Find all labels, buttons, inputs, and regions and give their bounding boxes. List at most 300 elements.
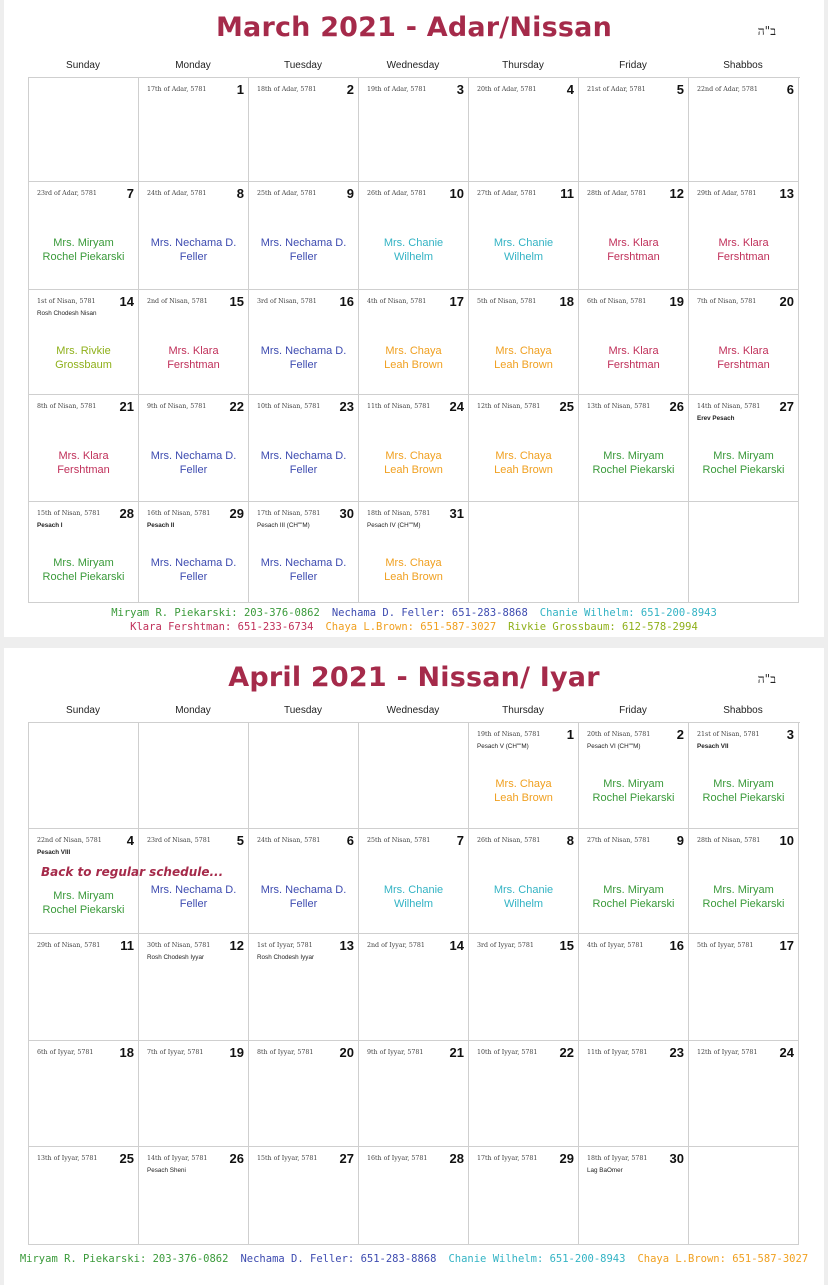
day-number: 24 — [449, 399, 464, 414]
day-cell — [358, 290, 468, 395]
assigned-host — [579, 236, 688, 264]
day-cell — [28, 290, 138, 395]
day-number: 4 — [126, 833, 134, 848]
hebrew-date: 6th of Nisan, 5781 — [587, 298, 647, 305]
week-row — [28, 182, 800, 290]
day-number: 3 — [786, 727, 794, 742]
day-cell — [468, 182, 578, 290]
holiday-note: Pesach V (CH""M) — [477, 743, 529, 750]
hebrew-date: 15th of Iyyar, 5781 — [257, 1155, 318, 1162]
hebrew-date: 16th of Nisan, 5781 — [147, 510, 211, 517]
week-row — [28, 934, 800, 1041]
hebrew-date: 16th of Iyyar, 5781 — [367, 1155, 428, 1162]
weekday-label: Sunday — [66, 60, 100, 71]
hebrew-date: 3rd of Nisan, 5781 — [257, 298, 317, 305]
day-number: 2 — [346, 82, 354, 97]
assigned-host — [469, 883, 578, 911]
hebrew-date: 20th of Nisan, 5781 — [587, 731, 651, 738]
host-name-line: Mrs. Chaya — [495, 778, 552, 790]
host-name-line: Rochel Piekarski — [42, 251, 125, 263]
day-cell — [138, 1147, 248, 1245]
host-name-line: Rochel Piekarski — [702, 898, 785, 910]
hebrew-date: 10th of Nisan, 5781 — [257, 403, 321, 410]
contact-entry: Nechama D. Feller: 651-283-8868 — [331, 607, 528, 619]
day-number: 25 — [559, 399, 574, 414]
contact-entry: Nechama D. Feller: 651-283-8868 — [240, 1253, 437, 1265]
week-row — [28, 1147, 800, 1245]
hebrew-date: 26th of Nisan, 5781 — [477, 837, 541, 844]
host-name-line: Rochel Piekarski — [702, 464, 785, 476]
hebrew-date: 25th of Adar, 5781 — [257, 190, 317, 197]
hebrew-date: 27th of Nisan, 5781 — [587, 837, 651, 844]
day-number: 17 — [779, 938, 794, 953]
week-row — [28, 78, 800, 182]
day-number: 28 — [449, 1151, 464, 1166]
day-number: 27 — [779, 399, 794, 414]
march-calendar-page — [4, 0, 824, 637]
host-name-line: Fershtman — [167, 359, 220, 371]
assigned-host — [579, 344, 688, 372]
host-name-line: Leah Brown — [494, 792, 553, 804]
april-calendar-page — [4, 648, 824, 1285]
contact-entry: Chanie Wilhelm: 651-200-8943 — [539, 607, 717, 619]
day-cell — [248, 502, 358, 603]
hebrew-date: 22nd of Adar, 5781 — [697, 86, 758, 93]
host-name-line: Feller — [179, 571, 208, 583]
day-cell — [578, 934, 688, 1041]
day-number: 9 — [346, 186, 354, 201]
hebrew-date: 17th of Iyyar, 5781 — [477, 1155, 538, 1162]
day-number: 5 — [236, 833, 244, 848]
host-name-line: Mrs. Klara — [608, 237, 659, 249]
holiday-note: Rosh Chodesh Nisan — [37, 310, 97, 317]
day-cell — [138, 290, 248, 395]
hebrew-date: 6th of Iyyar, 5781 — [37, 1049, 94, 1056]
weekday-label: Monday — [175, 60, 211, 71]
hebrew-date: 18th of Nisan, 5781 — [367, 510, 431, 517]
hebrew-date: 14th of Nisan, 5781 — [697, 403, 761, 410]
day-number: 29 — [229, 506, 244, 521]
assigned-host — [359, 883, 468, 911]
day-number: 9 — [676, 833, 684, 848]
host-name-line: Leah Brown — [384, 359, 443, 371]
host-name-line: Feller — [289, 359, 318, 371]
assigned-host — [139, 556, 248, 584]
host-name-line: Mrs. Nechama D. — [150, 557, 237, 569]
weekday-label: Monday — [175, 705, 211, 716]
day-cell — [358, 934, 468, 1041]
day-cell — [28, 934, 138, 1041]
assigned-host — [359, 449, 468, 477]
calendar-grid — [28, 60, 800, 603]
host-name-line: Fershtman — [607, 251, 660, 263]
day-cell — [138, 1041, 248, 1147]
holiday-note: Pesach II — [147, 522, 175, 529]
empty-day-cell — [138, 723, 248, 829]
day-cell — [468, 723, 578, 829]
day-number: 6 — [786, 82, 794, 97]
empty-day-cell — [248, 723, 358, 829]
assigned-host — [689, 883, 798, 911]
hebrew-date: 28th of Nisan, 5781 — [697, 837, 761, 844]
assigned-host — [579, 777, 688, 805]
host-name-line: Rochel Piekarski — [592, 464, 675, 476]
contact-entry: Chaya L.Brown: 651-587-3027 — [325, 621, 497, 633]
day-cell — [248, 1147, 358, 1245]
day-cell — [578, 1147, 688, 1245]
contact-line — [4, 1252, 824, 1266]
host-name-line: Mrs. Nechama D. — [150, 237, 237, 249]
weekday-label: Friday — [619, 705, 647, 716]
host-name-line: Mrs. Klara — [718, 345, 769, 357]
day-cell — [468, 829, 578, 934]
contact-entry: Miryam R. Piekarski: 203-376-0862 — [19, 1253, 229, 1265]
day-cell — [358, 395, 468, 502]
day-number: 8 — [236, 186, 244, 201]
hebrew-date: 11th of Iyyar, 5781 — [587, 1049, 648, 1056]
host-name-line: Mrs. Klara — [58, 450, 109, 462]
day-number: 11 — [120, 938, 134, 953]
weekday-header-row — [28, 60, 800, 77]
holiday-note: Rosh Chodesh Iyyar — [147, 954, 205, 961]
weekday-label: Friday — [619, 60, 647, 71]
host-name-line: Rochel Piekarski — [42, 904, 125, 916]
empty-day-cell — [28, 723, 138, 829]
holiday-note: Erev Pesach — [697, 415, 735, 422]
holiday-note: Rosh Chodesh Iyyar — [257, 954, 315, 961]
hebrew-date: 7th of Iyyar, 5781 — [147, 1049, 204, 1056]
day-cell — [688, 934, 799, 1041]
day-number: 26 — [229, 1151, 244, 1166]
hebrew-date: 1st of Nisan, 5781 — [37, 298, 96, 305]
host-name-line: Mrs. Miryam — [53, 890, 114, 902]
host-name-line: Leah Brown — [384, 571, 443, 583]
assigned-host — [249, 883, 358, 911]
day-number: 10 — [449, 186, 464, 201]
host-name-line: Mrs. Nechama D. — [260, 237, 347, 249]
besiyata-mark: ב"ה — [757, 24, 776, 38]
contact-line — [4, 606, 824, 620]
host-name-line: Mrs. Miryam — [713, 778, 774, 790]
day-cell — [248, 934, 358, 1041]
day-cell — [468, 290, 578, 395]
day-cell — [138, 395, 248, 502]
hebrew-date: 11th of Nisan, 5781 — [367, 403, 431, 410]
hebrew-date: 14th of Iyyar, 5781 — [147, 1155, 208, 1162]
day-cell — [578, 182, 688, 290]
day-number: 17 — [449, 294, 464, 309]
hebrew-date: 17th of Nisan, 5781 — [257, 510, 321, 517]
day-number: 12 — [229, 938, 244, 953]
day-number: 1 — [236, 82, 244, 97]
holiday-note: Pesach III (CH""M) — [257, 522, 310, 529]
hebrew-date: 9th of Iyyar, 5781 — [367, 1049, 424, 1056]
host-name-line: Mrs. Nechama D. — [150, 884, 237, 896]
holiday-note: Pesach VIII — [37, 849, 71, 856]
empty-day-cell — [28, 78, 138, 182]
day-number: 12 — [669, 186, 684, 201]
host-name-line: Rochel Piekarski — [42, 571, 125, 583]
host-name-line: Mrs. Miryam — [603, 450, 664, 462]
day-number: 23 — [669, 1045, 684, 1060]
day-cell — [688, 1041, 799, 1147]
day-number: 16 — [669, 938, 684, 953]
holiday-note: Pesach I — [37, 522, 63, 529]
schedule-notice: Back to regular schedule... — [41, 865, 224, 879]
assigned-host — [249, 236, 358, 264]
day-number: 8 — [566, 833, 574, 848]
host-name-line: Leah Brown — [494, 464, 553, 476]
assigned-host — [139, 449, 248, 477]
weekday-label: Wednesday — [386, 705, 440, 716]
assigned-host — [469, 449, 578, 477]
day-cell — [578, 1041, 688, 1147]
empty-day-cell — [468, 502, 578, 603]
day-cell — [28, 1041, 138, 1147]
assigned-host — [469, 344, 578, 372]
host-name-line: Leah Brown — [494, 359, 553, 371]
host-name-line: Mrs. Nechama D. — [260, 450, 347, 462]
weeks-container — [28, 77, 800, 603]
hebrew-date: 4th of Nisan, 5781 — [367, 298, 427, 305]
holiday-note: Pesach VI (CH""M) — [587, 743, 641, 750]
contact-entry: Chanie Wilhelm: 651-200-8943 — [448, 1253, 626, 1265]
day-number: 30 — [669, 1151, 684, 1166]
host-name-line: Mrs. Chanie — [383, 237, 444, 249]
hebrew-date: 5th of Nisan, 5781 — [477, 298, 537, 305]
hebrew-date: 13th of Nisan, 5781 — [587, 403, 651, 410]
weekday-label: Wednesday — [386, 60, 440, 71]
day-cell — [688, 182, 799, 290]
day-cell — [28, 395, 138, 502]
day-number: 11 — [560, 186, 574, 201]
holiday-note: Pesach IV (CH""M) — [367, 522, 421, 529]
day-cell — [248, 290, 358, 395]
day-cell — [248, 78, 358, 182]
day-number: 15 — [559, 938, 574, 953]
host-name-line: Mrs. Rivkie — [56, 345, 111, 357]
day-cell — [358, 829, 468, 934]
assigned-host — [469, 777, 578, 805]
day-cell — [468, 1041, 578, 1147]
host-name-line: Feller — [289, 251, 318, 263]
weekday-label: Tuesday — [284, 60, 322, 71]
day-number: 4 — [566, 82, 574, 97]
besiyata-mark: ב"ה — [757, 672, 776, 686]
assigned-host — [359, 556, 468, 584]
week-row — [28, 723, 800, 829]
day-number: 22 — [559, 1045, 574, 1060]
host-name-line: Fershtman — [607, 359, 660, 371]
empty-day-cell — [688, 1147, 799, 1245]
host-name-line: Feller — [289, 571, 318, 583]
host-name-line: Mrs. Klara — [168, 345, 219, 357]
host-name-line: Wilhelm — [503, 251, 544, 263]
day-number: 16 — [339, 294, 354, 309]
day-number: 7 — [126, 186, 134, 201]
weekday-label: Thursday — [502, 60, 544, 71]
host-name-line: Mrs. Chaya — [385, 557, 442, 569]
day-cell — [468, 1147, 578, 1245]
assigned-host — [689, 236, 798, 264]
day-number: 19 — [229, 1045, 244, 1060]
hebrew-date: 28th of Adar, 5781 — [587, 190, 647, 197]
day-number: 28 — [119, 506, 134, 521]
host-name-line: Rochel Piekarski — [592, 898, 675, 910]
day-number: 29 — [559, 1151, 574, 1166]
assigned-host — [29, 344, 138, 372]
day-number: 31 — [449, 506, 464, 521]
day-cell — [138, 829, 248, 934]
assigned-host — [139, 236, 248, 264]
host-name-line: Rochel Piekarski — [702, 792, 785, 804]
contact-line — [4, 620, 824, 634]
day-number: 26 — [669, 399, 684, 414]
host-name-line: Grossbaum — [55, 359, 112, 371]
day-cell — [468, 395, 578, 502]
host-name-line: Mrs. Chaya — [385, 345, 442, 357]
day-cell — [688, 290, 799, 395]
empty-day-cell — [688, 502, 799, 603]
day-number: 24 — [779, 1045, 794, 1060]
host-name-line: Mrs. Nechama D. — [260, 884, 347, 896]
day-cell — [688, 395, 799, 502]
day-cell — [358, 182, 468, 290]
day-cell — [468, 934, 578, 1041]
contact-entry: Klara Fershtman: 651-233-6734 — [130, 621, 314, 633]
day-cell — [688, 829, 799, 934]
contact-list — [4, 1252, 824, 1266]
calendar-grid — [28, 705, 800, 1245]
day-number: 22 — [229, 399, 244, 414]
weekday-label: Thursday — [502, 705, 544, 716]
day-number: 20 — [339, 1045, 354, 1060]
host-name-line: Mrs. Klara — [718, 237, 769, 249]
day-cell — [138, 182, 248, 290]
hebrew-date: 24th of Nisan, 5781 — [257, 837, 321, 844]
hebrew-date: 7th of Nisan, 5781 — [697, 298, 757, 305]
hebrew-date: 5th of Iyyar, 5781 — [697, 942, 754, 949]
weekday-label: Shabbos — [723, 60, 763, 71]
host-name-line: Feller — [179, 898, 208, 910]
day-cell — [578, 290, 688, 395]
hebrew-date: 8th of Iyyar, 5781 — [257, 1049, 314, 1056]
week-row — [28, 829, 800, 934]
assigned-host — [579, 449, 688, 477]
weeks-container — [28, 722, 800, 1245]
assigned-host — [359, 236, 468, 264]
assigned-host — [29, 449, 138, 477]
hebrew-date: 23rd of Adar, 5781 — [37, 190, 97, 197]
day-number: 21 — [449, 1045, 464, 1060]
holiday-note: Pesach Sheni — [147, 1167, 186, 1174]
contact-entry: Miryam R. Piekarski: 203-376-0862 — [111, 607, 320, 619]
holiday-note: Pesach VII — [697, 743, 729, 750]
day-cell — [138, 934, 248, 1041]
hebrew-date: 12th of Iyyar, 5781 — [697, 1049, 758, 1056]
week-row — [28, 395, 800, 502]
day-cell — [248, 395, 358, 502]
weekday-label: Shabbos — [723, 705, 763, 716]
day-number: 25 — [119, 1151, 134, 1166]
host-name-line: Mrs. Chanie — [493, 237, 554, 249]
calendar-title: March 2021 - Adar/Nissan — [215, 12, 613, 43]
week-row — [28, 1041, 800, 1147]
holiday-note: Lag BaOmer — [587, 1167, 623, 1174]
assigned-host — [689, 344, 798, 372]
hebrew-date: 10th of Iyyar, 5781 — [477, 1049, 538, 1056]
host-name-line: Fershtman — [717, 359, 770, 371]
assigned-host — [249, 449, 358, 477]
calendar-title: April 2021 - Nissan/ Iyar — [228, 662, 600, 693]
day-cell — [248, 829, 358, 934]
host-name-line: Feller — [289, 898, 318, 910]
host-name-line: Mrs. Miryam — [53, 237, 114, 249]
host-name-line: Wilhelm — [393, 898, 434, 910]
hebrew-date: 9th of Nisan, 5781 — [147, 403, 207, 410]
week-row — [28, 290, 800, 395]
hebrew-date: 27th of Adar, 5781 — [477, 190, 537, 197]
host-name-line: Leah Brown — [384, 464, 443, 476]
hebrew-date: 18th of Iyyar, 5781 — [587, 1155, 648, 1162]
weekday-label: Tuesday — [284, 705, 322, 716]
host-name-line: Mrs. Miryam — [713, 884, 774, 896]
assigned-host — [359, 344, 468, 372]
day-number: 14 — [119, 294, 134, 309]
day-number: 1 — [566, 727, 574, 742]
host-name-line: Feller — [289, 464, 318, 476]
assigned-host — [469, 236, 578, 264]
hebrew-date: 18th of Adar, 5781 — [257, 86, 317, 93]
host-name-line: Fershtman — [57, 464, 110, 476]
host-name-line: Mrs. Miryam — [603, 884, 664, 896]
assigned-host — [689, 777, 798, 805]
host-name-line: Wilhelm — [393, 251, 434, 263]
weekday-label: Sunday — [66, 705, 100, 716]
host-name-line: Wilhelm — [503, 898, 544, 910]
hebrew-date: 13th of Iyyar, 5781 — [37, 1155, 98, 1162]
day-number: 7 — [456, 833, 464, 848]
day-number: 3 — [456, 82, 464, 97]
assigned-host — [139, 344, 248, 372]
day-number: 23 — [339, 399, 354, 414]
hebrew-date: 24th of Adar, 5781 — [147, 190, 207, 197]
day-number: 10 — [779, 833, 794, 848]
host-name-line: Mrs. Chanie — [383, 884, 444, 896]
assigned-host — [249, 556, 358, 584]
day-cell — [28, 502, 138, 603]
hebrew-date: 30th of Nisan, 5781 — [147, 942, 211, 949]
host-name-line: Mrs. Nechama D. — [260, 557, 347, 569]
day-number: 30 — [339, 506, 354, 521]
host-name-line: Rochel Piekarski — [592, 792, 675, 804]
day-cell — [248, 1041, 358, 1147]
assigned-host — [689, 449, 798, 477]
host-name-line: Mrs. Chanie — [493, 884, 554, 896]
day-number: 14 — [449, 938, 464, 953]
host-name-line: Mrs. Miryam — [713, 450, 774, 462]
day-cell — [688, 78, 799, 182]
hebrew-date: 20th of Adar, 5781 — [477, 86, 537, 93]
day-cell — [28, 182, 138, 290]
day-number: 18 — [119, 1045, 134, 1060]
day-number: 2 — [676, 727, 684, 742]
contact-list — [4, 606, 824, 634]
host-name-line: Mrs. Miryam — [603, 778, 664, 790]
day-cell — [578, 78, 688, 182]
day-number: 6 — [346, 833, 354, 848]
day-number: 18 — [559, 294, 574, 309]
